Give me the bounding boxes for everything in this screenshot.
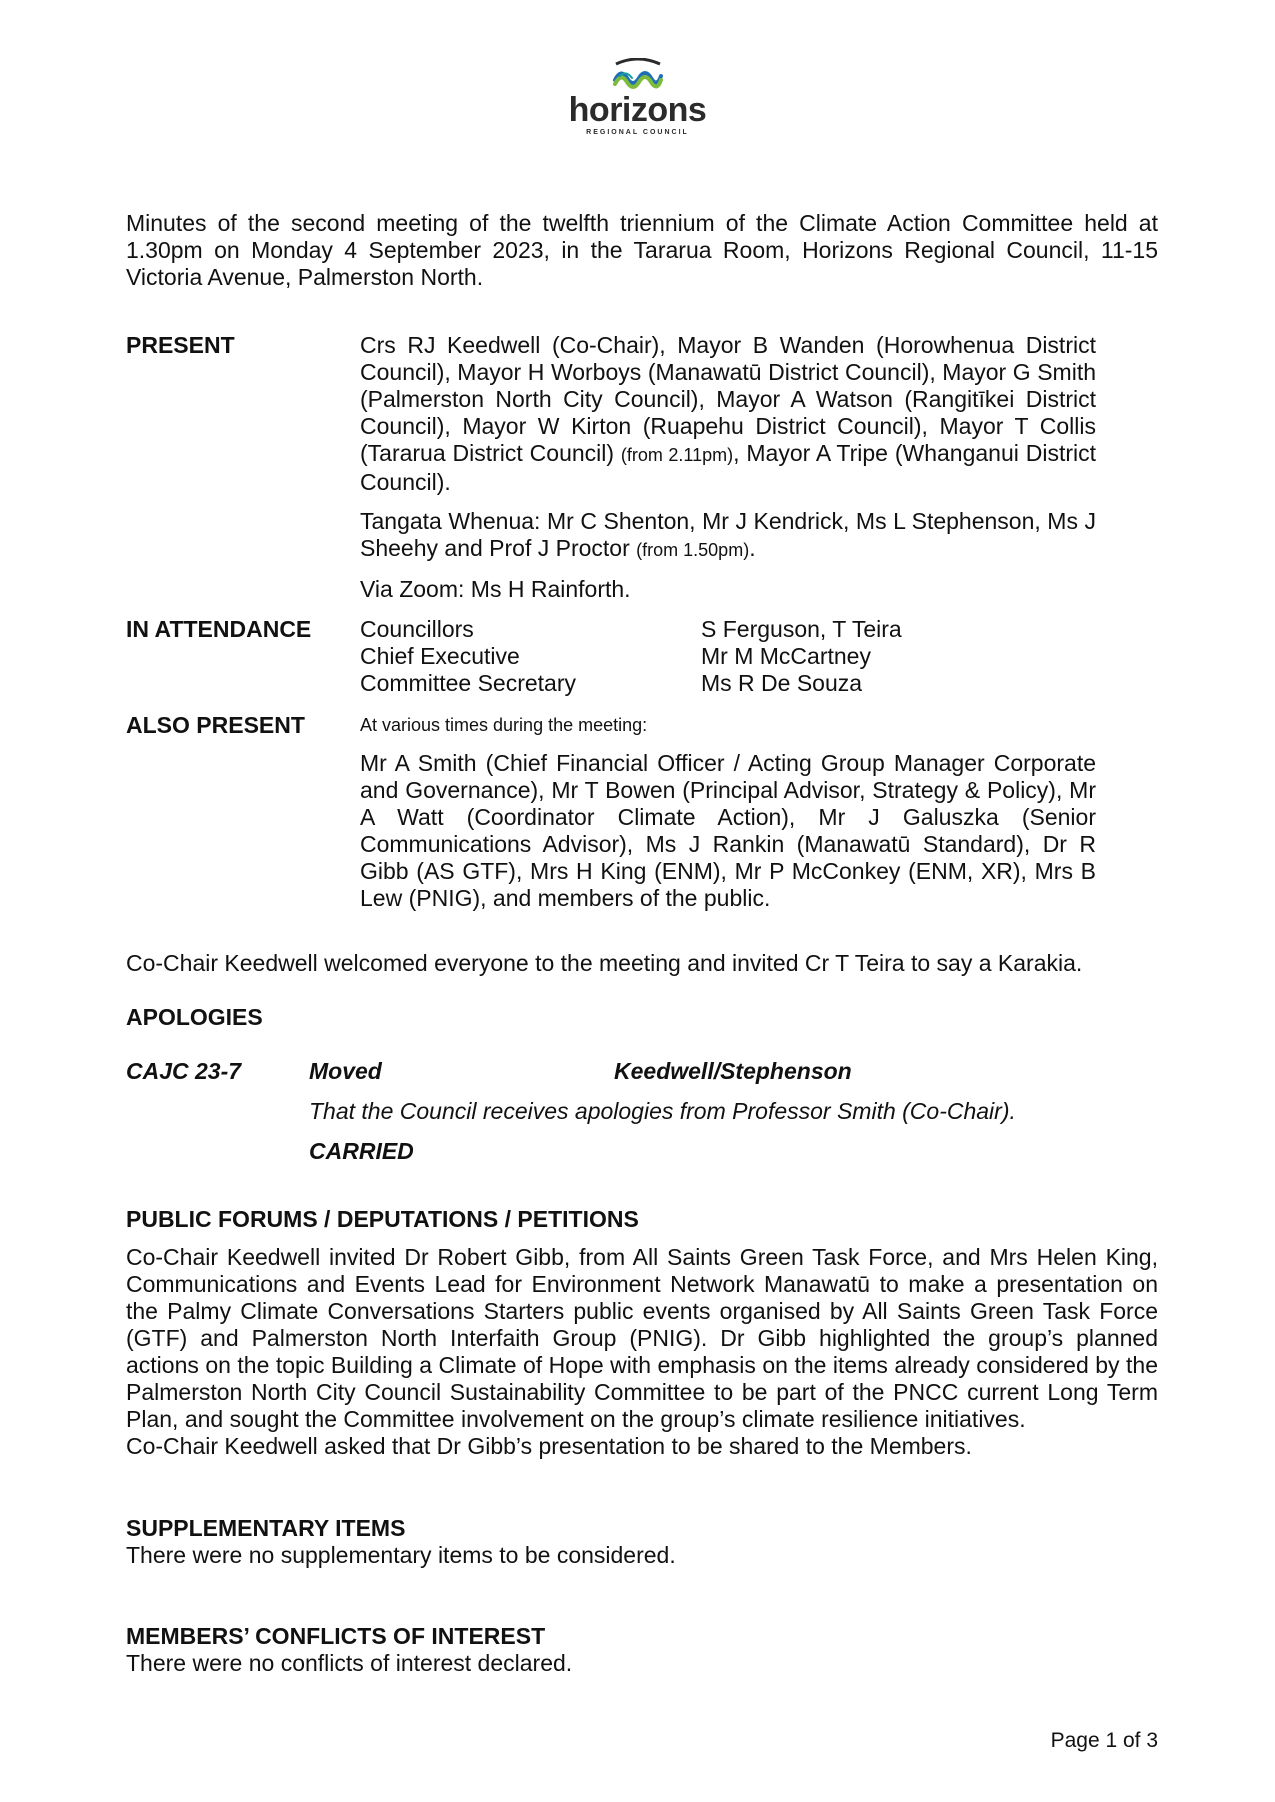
- motion-result: CARRIED: [309, 1138, 414, 1164]
- public-forums-text: Co-Chair Keedwell invited Dr Robert Gibb, from All Saints Green Task Force, and Mrs Helen King, Communications and Events Lead for Environment Network Manawatū to make a presentation on the Palmy Climate Conversations Starters public events organised by All Saints Green Task Force (GTF) and Palmerston North Interfaith Group (PNIG). Dr Gibb highlighted the group’s planned actions on the topic Building a Climate of Hope with emphasis on the items already considered by the Palmerston North City Council Sustainability Committee to be part of the PNCC current Long Term Plan, and sought the Committee involvement on the group’s climate resilience initiatives.: [126, 1244, 1158, 1432]
- tangata-whenua-note: (from 1.50pm): [636, 540, 750, 560]
- supplementary-text: There were no supplementary items to be considered.: [126, 1542, 676, 1568]
- resolution-text: That the Council receives apologies from Professor Smith (Co-Chair).: [309, 1098, 1016, 1124]
- also-present-text: Mr A Smith (Chief Financial Officer / Acting Group Manager Corporate and Governance), Mr T Bowen (Principal Advisor, Strategy & Policy), Mr A Watt (Coordinator Climate Action), Mr J Galuszka (Senior Communications Advisor), Ms J Rankin (Manawatū Standard), Dr R Gibb (AS GTF), Mrs H King (ENM), Mr P McConkey (ENM, XR), Mrs B Lew (PNIG), and members of the public.: [360, 750, 1096, 911]
- intro-paragraph: Minutes of the second meeting of the twelfth triennium of the Climate Action Committee held at 1.30pm on Monday 4 September 2023, in the Tararua Room, Horizons Regional Council, 11-15 Victoria Avenue, Palmerston North.: [126, 210, 1158, 290]
- attendance-names: Mr M McCartney: [701, 643, 871, 669]
- public-forums-heading: PUBLIC FORUMS / DEPUTATIONS / PETITIONS: [126, 1206, 639, 1232]
- also-present-label: ALSO PRESENT: [126, 712, 305, 738]
- supplementary-heading: SUPPLEMENTARY ITEMS: [126, 1515, 406, 1541]
- attendance-role: Councillors: [360, 616, 474, 642]
- apologies-heading: APOLOGIES: [126, 1004, 263, 1030]
- moved-label: Moved: [309, 1058, 382, 1084]
- public-forums-text-2: Co-Chair Keedwell asked that Dr Gibb’s presentation to be shared to the Members.: [126, 1433, 972, 1459]
- present-label: PRESENT: [126, 332, 235, 358]
- horizons-logo: [0, 58, 1275, 137]
- present-zoom: Via Zoom: Ms H Rainforth.: [360, 576, 631, 602]
- also-present-note: At various times during the meeting:: [360, 715, 648, 735]
- logo-wordmark: horizons: [568, 91, 707, 129]
- present-members-text: Crs RJ Keedwell (Co-Chair), Mayor B Wanden (Horowhenua District Council), Mayor H Worboys (Manawatū District Council), Mayor G Smith (Palmerston North City Council), Mayor A Watson (Rangitīkei District Council), Mayor W Kirton (Ruapehu District Council), Mayor T Collis (Tararua District Council): [360, 332, 1096, 466]
- attendance-names: S Ferguson, T Teira: [701, 616, 902, 642]
- attendance-role: Committee Secretary: [360, 670, 577, 696]
- page-number: Page 1 of 3: [1050, 1729, 1158, 1752]
- in-attendance-label: IN ATTENDANCE: [126, 616, 312, 642]
- conflicts-heading: MEMBERS’ CONFLICTS OF INTEREST: [126, 1623, 546, 1649]
- tangata-whenua-text: Tangata Whenua: Mr C Shenton, Mr J Kendrick, Ms L Stephenson, Ms J Sheehy and Prof J Proctor: [360, 508, 1096, 561]
- attendance-role: Chief Executive: [360, 643, 520, 669]
- present-members-end: , Mayor A Tripe (Whanganui District Council).: [360, 440, 1097, 495]
- conflicts-text: There were no conflicts of interest declared.: [126, 1650, 573, 1676]
- motion-id: CAJC 23-7: [126, 1058, 242, 1084]
- logo-subtitle: REGIONAL COUNCIL: [586, 129, 689, 136]
- present-members-note: (from 2.11pm): [620, 445, 734, 465]
- welcome-paragraph: Co-Chair Keedwell welcomed everyone to the meeting and invited Cr T Teira to say a Karakia.: [126, 950, 1083, 976]
- tangata-whenua-end: .: [749, 535, 756, 561]
- present-tangata-whenua: [360, 508, 1096, 564]
- present-members: [360, 332, 1096, 496]
- attendance-names: Ms R De Souza: [701, 670, 863, 696]
- horizons-wave-icon: [612, 58, 664, 90]
- movers: Keedwell/Stephenson: [614, 1058, 852, 1084]
